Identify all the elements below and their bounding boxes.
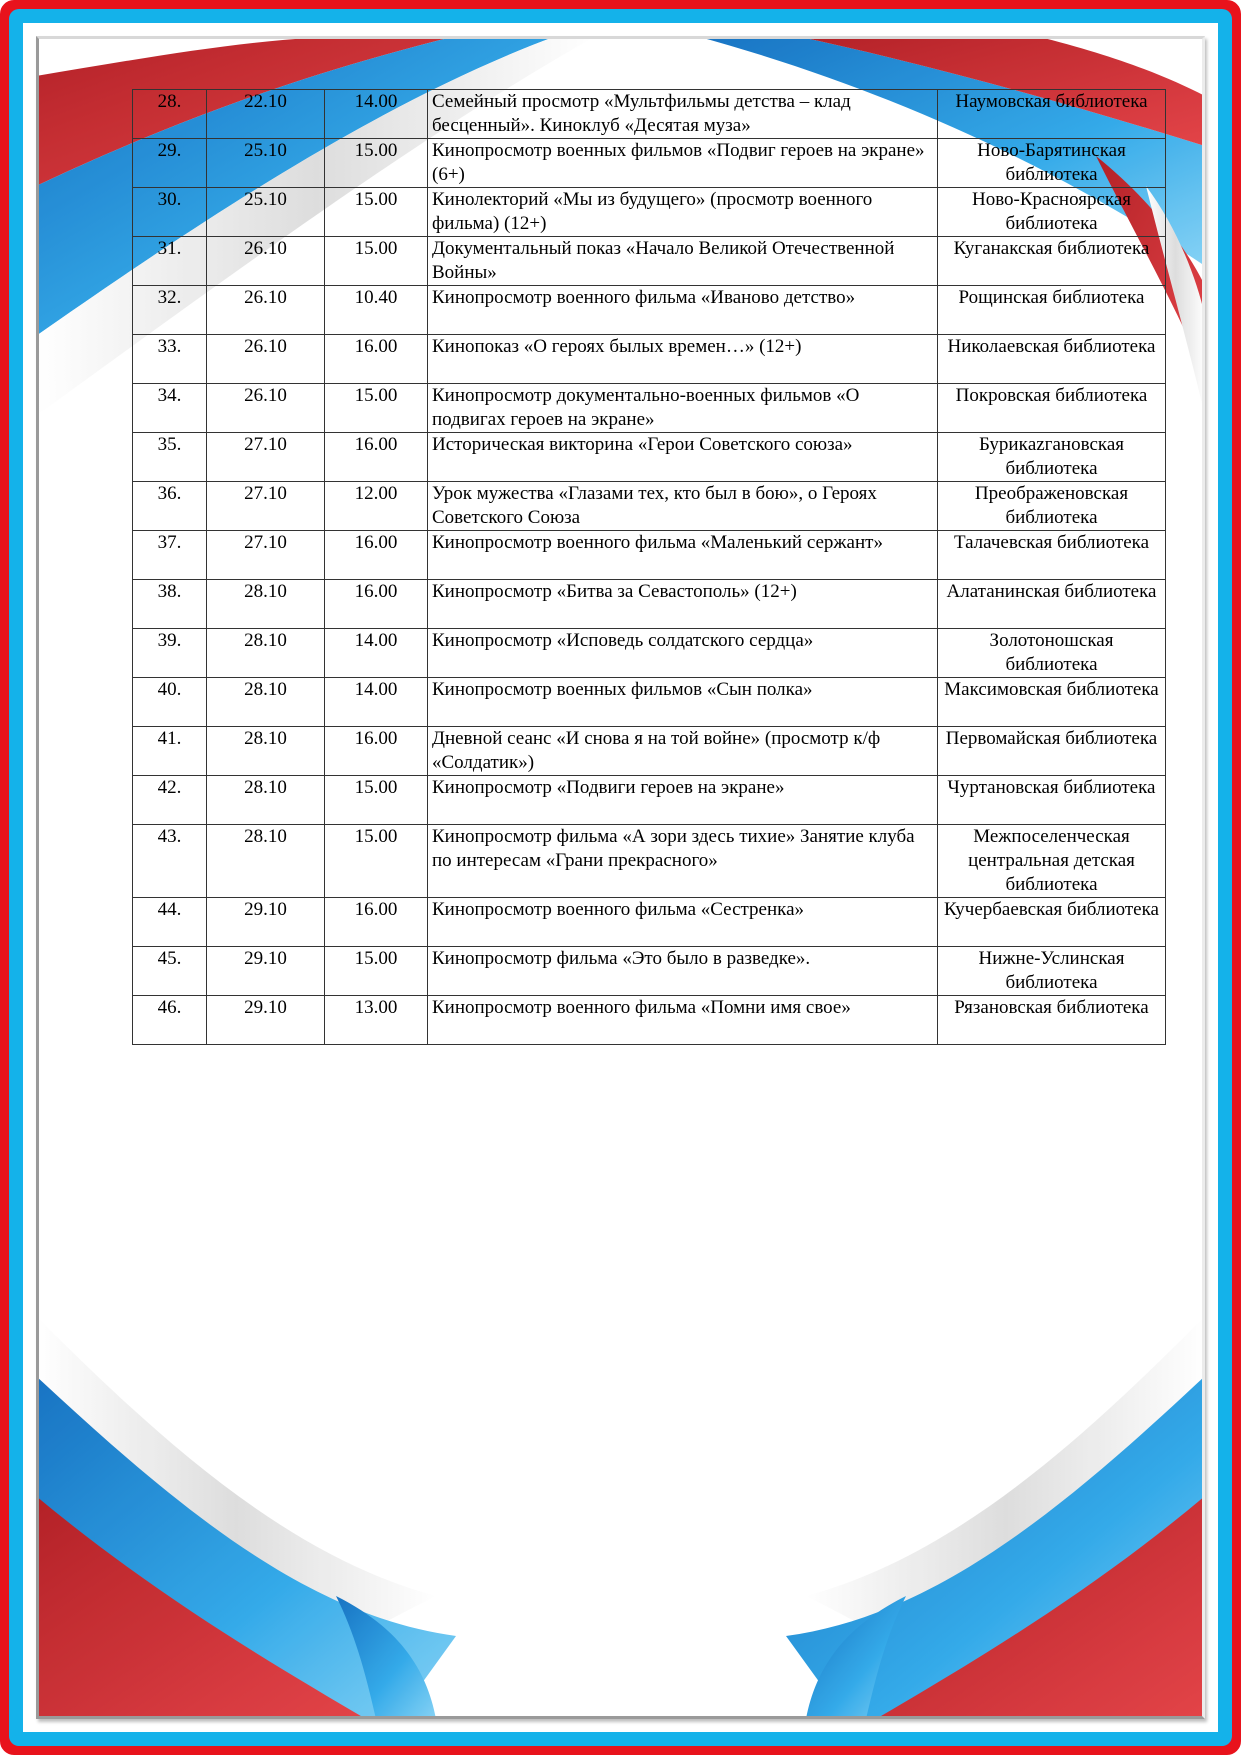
row-event: Документальный показ «Начало Великой Отечественной Войны»	[428, 237, 938, 286]
row-library: Рязановская библиотека	[938, 996, 1166, 1045]
table-row	[133, 188, 1166, 237]
row-event: Историческая викторина «Герои Советского союза»	[428, 433, 938, 482]
row-event: Кинопросмотр «Подвиги героев на экране»	[428, 776, 938, 825]
table-row	[133, 531, 1166, 580]
row-library: Межпоселенческая центральная детская библиотека	[938, 825, 1166, 898]
row-time: 15.00	[325, 947, 428, 996]
row-date: 28.10	[207, 629, 325, 678]
row-library: Талачевская библиотека	[938, 531, 1166, 580]
row-date: 27.10	[207, 433, 325, 482]
table-row	[133, 237, 1166, 286]
table-row	[133, 482, 1166, 531]
row-number: 42.	[133, 776, 207, 825]
row-number: 33.	[133, 335, 207, 384]
row-number: 30.	[133, 188, 207, 237]
row-time: 14.00	[325, 90, 428, 139]
row-time: 15.00	[325, 776, 428, 825]
row-library: Золотоношская библиотека	[938, 629, 1166, 678]
row-number: 38.	[133, 580, 207, 629]
row-event: Кинопросмотр «Битва за Севастополь» (12+)	[428, 580, 938, 629]
row-date: 29.10	[207, 898, 325, 947]
table-row	[133, 384, 1166, 433]
row-number: 39.	[133, 629, 207, 678]
row-date: 25.10	[207, 139, 325, 188]
row-number: 36.	[133, 482, 207, 531]
row-time: 16.00	[325, 531, 428, 580]
row-time: 16.00	[325, 580, 428, 629]
row-date: 29.10	[207, 996, 325, 1045]
row-number: 35.	[133, 433, 207, 482]
row-event: Кинопросмотр военного фильма «Сестренка»	[428, 898, 938, 947]
row-library: Ново-Барятинская библиотека	[938, 139, 1166, 188]
row-number: 37.	[133, 531, 207, 580]
schedule-rows	[133, 90, 1166, 1045]
schedule-sheet	[132, 89, 1165, 1045]
row-number: 45.	[133, 947, 207, 996]
table-row	[133, 898, 1166, 947]
row-event: Кинолекторий «Мы из будущего» (просмотр военного фильма) (12+)	[428, 188, 938, 237]
row-library: Кучербаевская библиотека	[938, 898, 1166, 947]
row-library: Алатанинская библиотека	[938, 580, 1166, 629]
row-library: Бурикazгановская библиотека	[938, 433, 1166, 482]
row-number: 46.	[133, 996, 207, 1045]
row-library: Первомайская библиотека	[938, 727, 1166, 776]
row-time: 16.00	[325, 727, 428, 776]
row-time: 15.00	[325, 384, 428, 433]
row-time: 15.00	[325, 139, 428, 188]
row-event: Семейный просмотр «Мультфильмы детства – клад бесценный». Киноклуб «Десятая муза»	[428, 90, 938, 139]
table-row	[133, 727, 1166, 776]
row-event: Кинопросмотр военных фильмов «Подвиг героев на экране» (6+)	[428, 139, 938, 188]
table-row	[133, 678, 1166, 727]
table-row	[133, 776, 1166, 825]
row-time: 10.40	[325, 286, 428, 335]
row-time: 12.00	[325, 482, 428, 531]
row-event: Урок мужества «Глазами тех, кто был в бою», о Героях Советского Союза	[428, 482, 938, 531]
table-row	[133, 90, 1166, 139]
table-row	[133, 996, 1166, 1045]
row-library: Наумовская библиотека	[938, 90, 1166, 139]
row-event: Кинопросмотр документально-военных фильмов «О подвигах героев на экране»	[428, 384, 938, 433]
row-number: 43.	[133, 825, 207, 898]
row-date: 28.10	[207, 678, 325, 727]
row-number: 40.	[133, 678, 207, 727]
row-time: 15.00	[325, 237, 428, 286]
table-row	[133, 139, 1166, 188]
row-date: 27.10	[207, 482, 325, 531]
row-number: 31.	[133, 237, 207, 286]
table-row	[133, 629, 1166, 678]
table-row	[133, 335, 1166, 384]
row-library: Чуртановская библиотека	[938, 776, 1166, 825]
row-date: 26.10	[207, 286, 325, 335]
row-date: 25.10	[207, 188, 325, 237]
row-event: Кинопоказ «О героях былых времен…» (12+)	[428, 335, 938, 384]
row-time: 16.00	[325, 898, 428, 947]
row-time: 15.00	[325, 188, 428, 237]
row-event: Дневной сеанс «И снова я на той войне» (просмотр к/ф «Солдатик»)	[428, 727, 938, 776]
row-number: 28.	[133, 90, 207, 139]
row-event: Кинопросмотр фильма «А зори здесь тихие» Занятие клуба по интересам «Грани прекрасного»	[428, 825, 938, 898]
row-event: Кинопросмотр военного фильма «Иваново детство»	[428, 286, 938, 335]
row-date: 28.10	[207, 776, 325, 825]
row-number: 41.	[133, 727, 207, 776]
row-time: 15.00	[325, 825, 428, 898]
row-library: Николаевская библиотека	[938, 335, 1166, 384]
row-event: Кинопросмотр «Исповедь солдатского сердца»	[428, 629, 938, 678]
table-row	[133, 825, 1166, 898]
row-number: 44.	[133, 898, 207, 947]
row-date: 28.10	[207, 580, 325, 629]
row-time: 14.00	[325, 629, 428, 678]
row-date: 28.10	[207, 727, 325, 776]
table-row	[133, 433, 1166, 482]
table-row	[133, 580, 1166, 629]
row-number: 29.	[133, 139, 207, 188]
row-date: 26.10	[207, 237, 325, 286]
row-library: Куганакская библиотека	[938, 237, 1166, 286]
row-number: 32.	[133, 286, 207, 335]
row-event: Кинопросмотр военных фильмов «Сын полка»	[428, 678, 938, 727]
row-library: Преображеновская библиотека	[938, 482, 1166, 531]
row-date: 28.10	[207, 825, 325, 898]
row-library: Ново-Красноярская библиотека	[938, 188, 1166, 237]
row-event: Кинопросмотр военного фильма «Маленький сержант»	[428, 531, 938, 580]
row-date: 29.10	[207, 947, 325, 996]
schedule-table	[132, 89, 1166, 1045]
row-time: 16.00	[325, 433, 428, 482]
row-date: 26.10	[207, 335, 325, 384]
row-library: Максимовская библиотека	[938, 678, 1166, 727]
table-row	[133, 947, 1166, 996]
row-date: 27.10	[207, 531, 325, 580]
row-library: Рощинская библиотека	[938, 286, 1166, 335]
row-date: 26.10	[207, 384, 325, 433]
row-library: Нижне-Услинская библиотека	[938, 947, 1166, 996]
row-time: 14.00	[325, 678, 428, 727]
row-event: Кинопросмотр военного фильма «Помни имя свое»	[428, 996, 938, 1045]
row-event: Кинопросмотр фильма «Это было в разведке».	[428, 947, 938, 996]
row-library: Покровская библиотека	[938, 384, 1166, 433]
table-row	[133, 286, 1166, 335]
row-date: 22.10	[207, 90, 325, 139]
row-time: 16.00	[325, 335, 428, 384]
row-number: 34.	[133, 384, 207, 433]
row-time: 13.00	[325, 996, 428, 1045]
